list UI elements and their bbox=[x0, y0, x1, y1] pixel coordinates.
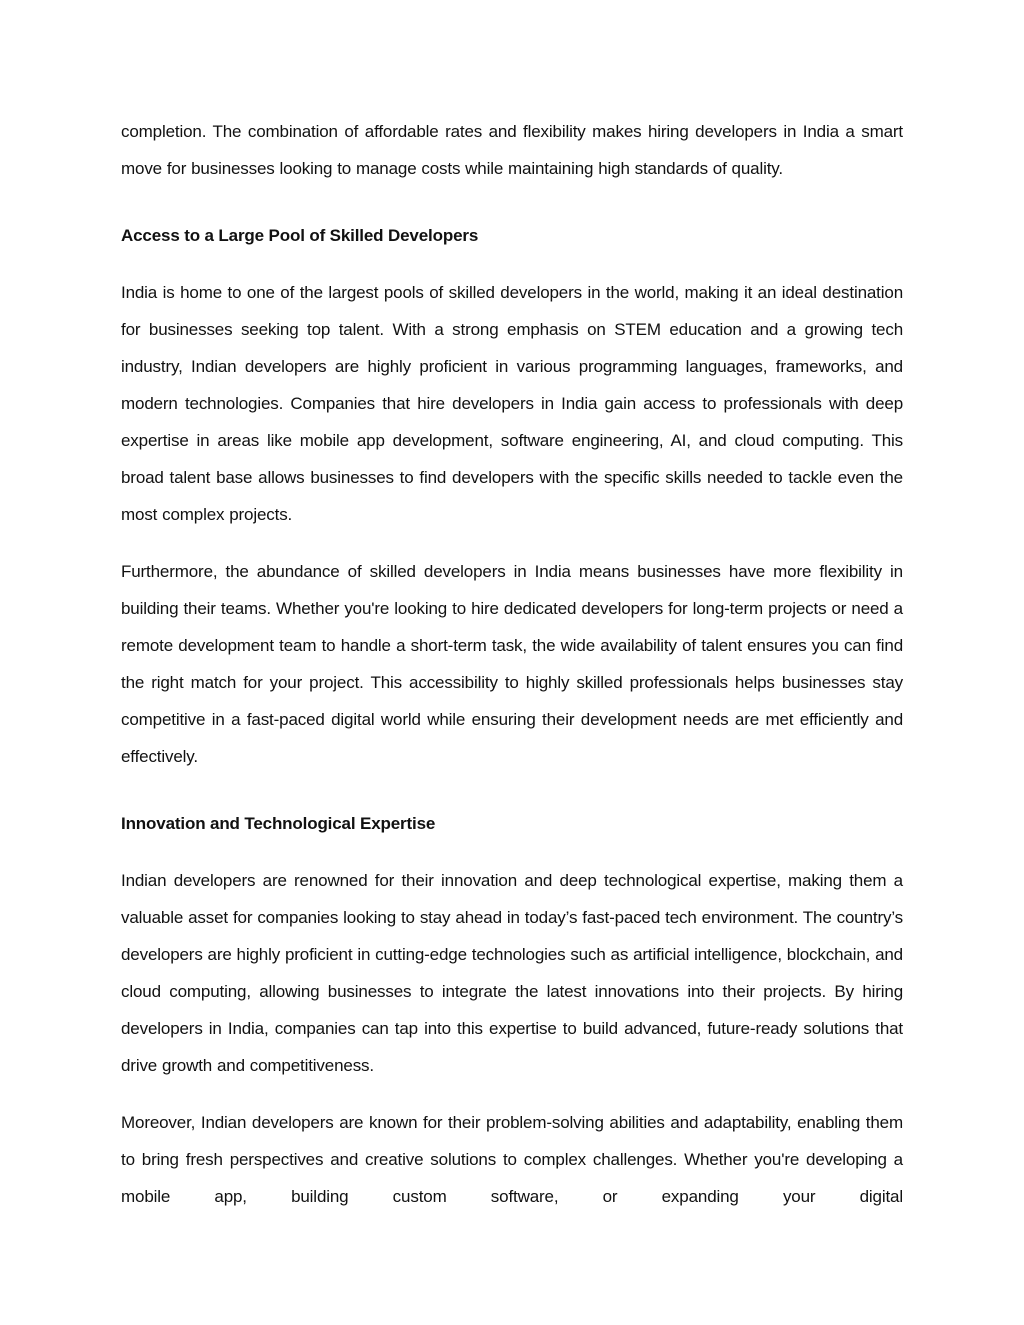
spacer bbox=[121, 842, 903, 862]
spacer bbox=[121, 533, 903, 553]
spacer bbox=[121, 187, 903, 217]
spacer bbox=[121, 1084, 903, 1104]
paragraph-problem-solving: Moreover, Indian developers are known for their problem-solving abilities and adaptability, enabling them to bring fresh perspectives and creative solutions to complex challenges. Whether you're developing a mobile app, building custom software, or expanding your digital bbox=[121, 1113, 903, 1206]
paragraph-talent-pool: India is home to one of the largest pools of skilled developers in the world, making it an ideal destination for businesses seeking top talent. With a strong emphasis on STEM education and a growing tech industry, Indian developers are highly proficient in various programming languages, frameworks, and modern technologies. Companies that hire developers in India gain access to professionals with deep expertise in areas like mobile app development, software engineering, AI, and cloud computing. This broad talent base allows businesses to find developers with the specific skills needed to tackle even the most complex projects. bbox=[121, 283, 903, 524]
paragraph-team-flexibility: Furthermore, the abundance of skilled developers in India means businesses have more flexibility in building their teams. Whether you're looking to hire dedicated developers for long-term projects or need a remote development team to handle a short-term task, the wide availability of talent ensures you can find the right match for your project. This accessibility to highly skilled professionals helps businesses stay competitive in a fast-paced digital world while ensuring their development needs are met efficiently and effectively. bbox=[121, 562, 903, 766]
spacer bbox=[121, 775, 903, 805]
heading-innovation-expertise: Innovation and Technological Expertise bbox=[121, 814, 436, 833]
heading-skilled-developers: Access to a Large Pool of Skilled Developers bbox=[121, 226, 479, 245]
paragraph-technological-expertise: Indian developers are renowned for their innovation and deep technological expertise, making them a valuable asset for companies looking to stay ahead in today’s fast-paced tech environment. The country’s developers are highly proficient in cutting-edge technologies such as artificial intelligence, blockchain, and cloud computing, allowing businesses to integrate the latest innovations into their projects. By hiring developers in India, companies can tap into this expertise to build advanced, future-ready solutions that drive growth and competitiveness. bbox=[121, 871, 903, 1075]
paragraph-affordability-conclusion: completion. The combination of affordable rates and flexibility makes hiring developers in India a smart move for businesses looking to manage costs while maintaining high standards of quality. bbox=[121, 122, 903, 178]
document-page bbox=[121, 113, 903, 1215]
spacer bbox=[121, 254, 903, 274]
